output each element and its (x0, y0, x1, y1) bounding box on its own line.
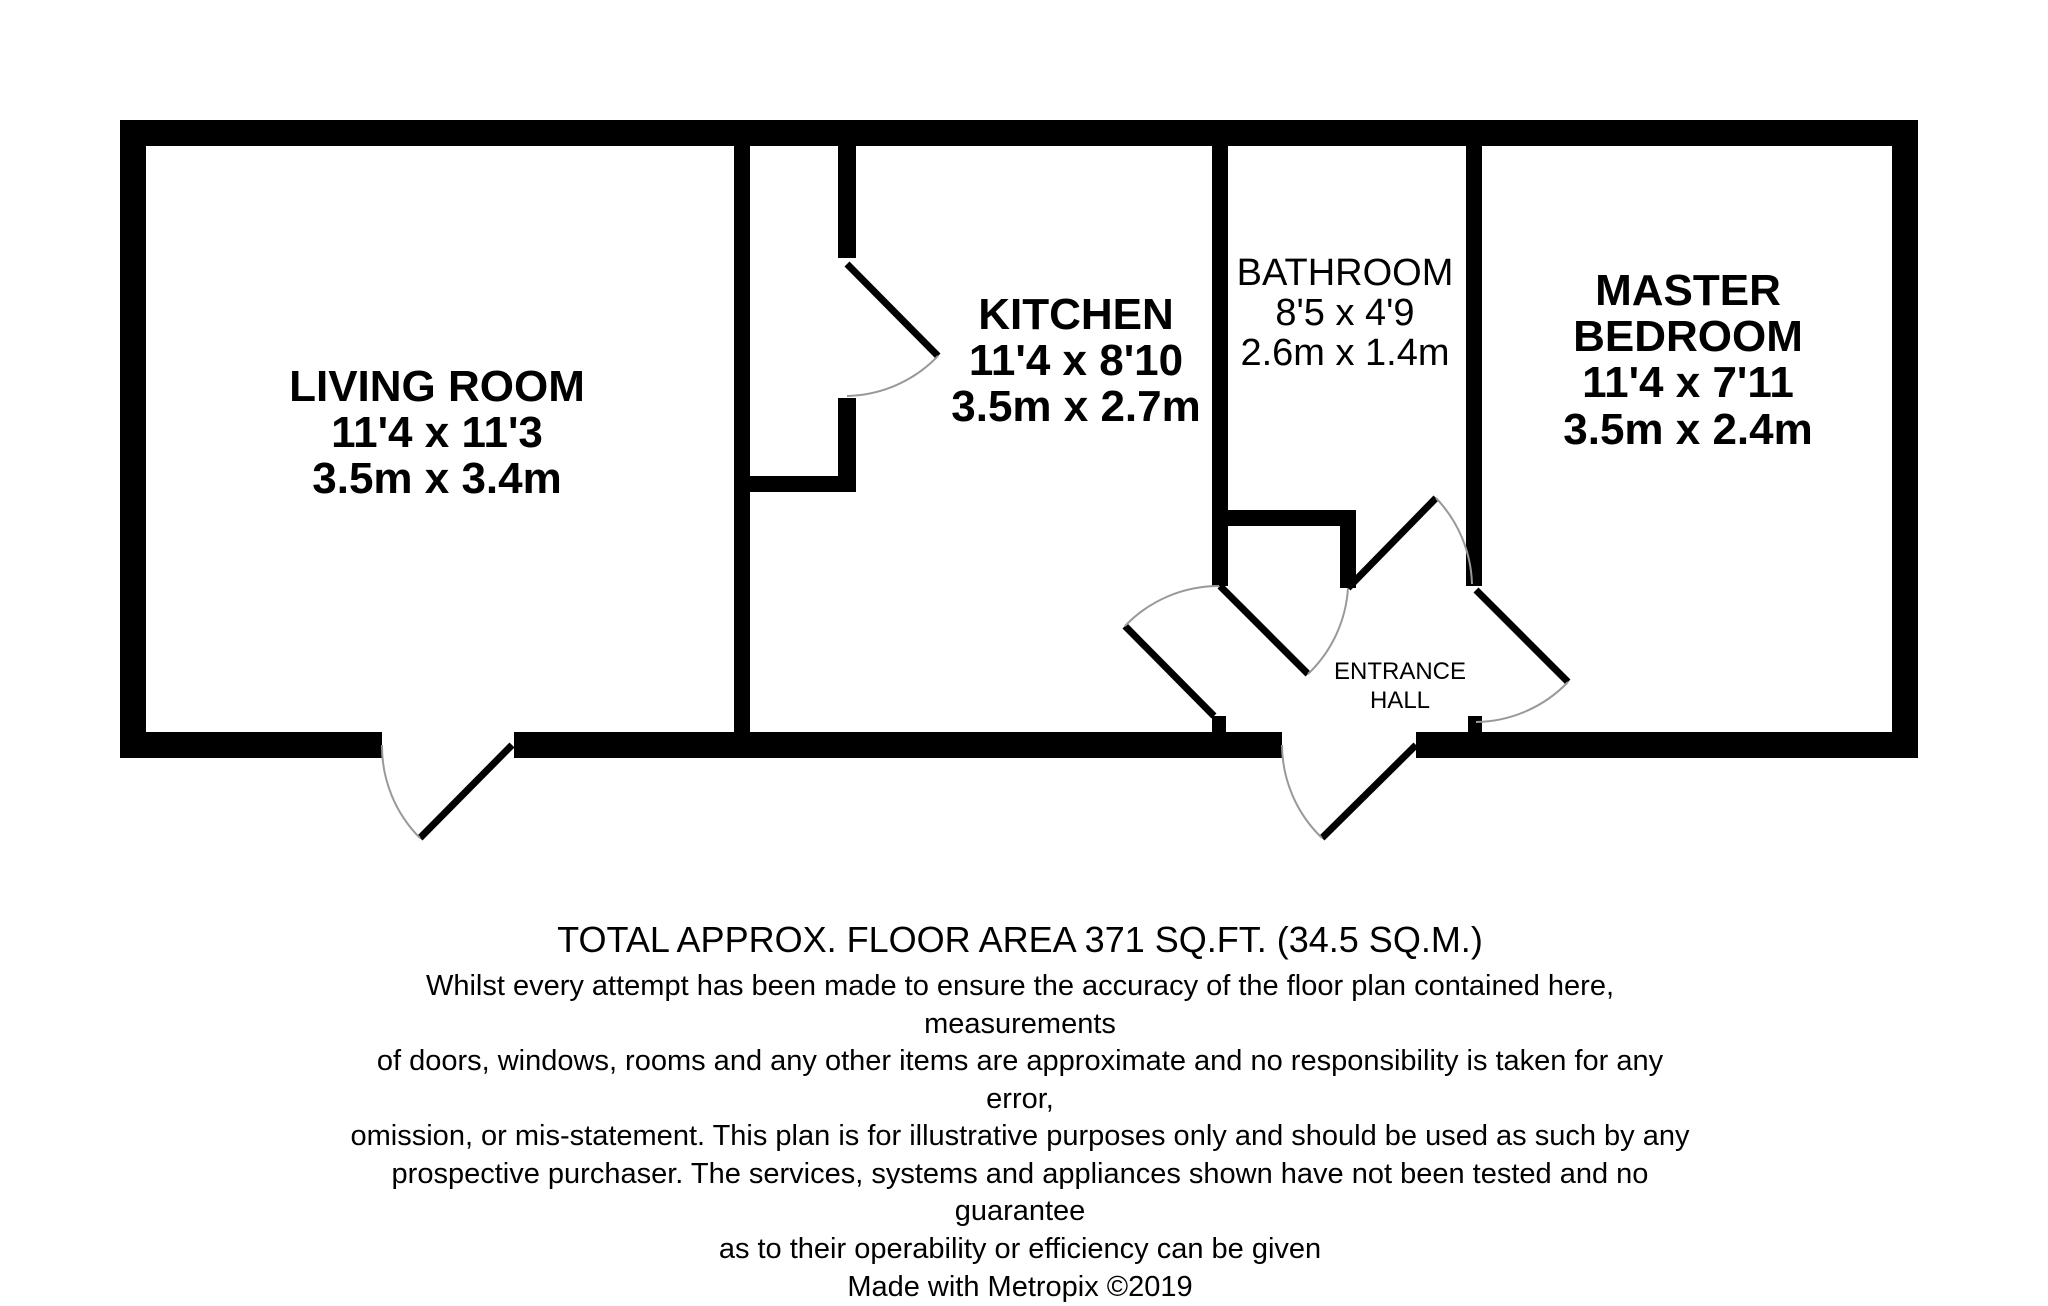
living-room-label (289, 364, 585, 503)
living-room-imperial: 11'4 x 11'3 (331, 408, 543, 458)
door-living-room (382, 745, 512, 838)
entrance-hall-label (1334, 658, 1466, 716)
wall-cupboard-top (838, 146, 856, 258)
wall-right (1892, 120, 1918, 758)
door-entrance (1282, 745, 1416, 838)
wall-top (120, 120, 1918, 146)
wall-bottom-3 (1416, 732, 1918, 758)
wall-bathroom-bedroom (1466, 146, 1482, 586)
kitchen-label (951, 292, 1201, 431)
door-bathroom (1220, 586, 1348, 674)
wall-cupboard-floor (750, 476, 856, 492)
bathroom-label (1237, 254, 1454, 374)
living-room-metric: 3.5m x 3.4m (312, 454, 562, 504)
master-bedroom-label (1563, 268, 1813, 453)
kitchen-name: KITCHEN (978, 290, 1174, 339)
bathroom-imperial: 8'5 x 4'9 (1275, 291, 1415, 334)
wall-kitchen-stub (1212, 716, 1226, 736)
master-bedroom-metric: 3.5m x 2.4m (1563, 404, 1813, 454)
kitchen-imperial: 11'4 x 8'10 (968, 336, 1184, 386)
wall-bedroom-stub (1468, 716, 1482, 736)
kitchen-metric: 3.5m x 2.7m (951, 382, 1201, 432)
credit: Made with Metropix ©2019 (847, 1271, 1193, 1303)
disclaimer-line: as to their operability or efficiency can be given (718, 1232, 1322, 1265)
interior-walls (734, 146, 1482, 736)
disclaimer-line: prospective purchaser. The services, systems and appliances shown have not been tested and no guarantee (391, 1157, 1649, 1227)
master-bedroom-name-2: BEDROOM (1573, 312, 1803, 362)
wall-bottom-1 (120, 732, 382, 758)
wall-left (120, 120, 146, 758)
wall-bathroom-bottom (1228, 510, 1354, 526)
door-kitchen (1125, 586, 1219, 716)
door-cupboard (847, 264, 938, 396)
disclaimer-line: omission, or mis-statement. This plan is for illustrative purposes only and should be used as such by any (350, 1120, 1690, 1152)
master-bedroom-imperial: 11'4 x 7'11 (1582, 358, 1794, 408)
footer (340, 916, 1700, 1306)
wall-living-kitchen (734, 146, 750, 734)
bathroom-metric: 2.6m x 1.4m (1240, 331, 1450, 374)
entrance-hall-name-1: ENTRANCE (1333, 658, 1467, 685)
disclaimer (340, 968, 1700, 1268)
master-bedroom-name-1: MASTER (1595, 266, 1781, 315)
bathroom-name: BATHROOM (1236, 252, 1454, 294)
wall-bottom-2 (514, 732, 1282, 758)
entrance-hall-name-2: HALL (1369, 686, 1431, 714)
living-room-name: LIVING ROOM (289, 362, 585, 411)
wall-kitchen-bathroom (1212, 146, 1228, 586)
disclaimer-line: Whilst every attempt has been made to ensure the accuracy of the floor plan contained here, measurements (425, 970, 1615, 1040)
total-floor-area: TOTAL APPROX. FLOOR AREA 371 SQ.FT. (34.5 SQ.M.) (557, 919, 1483, 960)
disclaimer-line: of doors, windows, rooms and any other items are approximate and no responsibility is taken for any error, (376, 1045, 1664, 1115)
wall-bathroom-stub (1340, 510, 1356, 588)
